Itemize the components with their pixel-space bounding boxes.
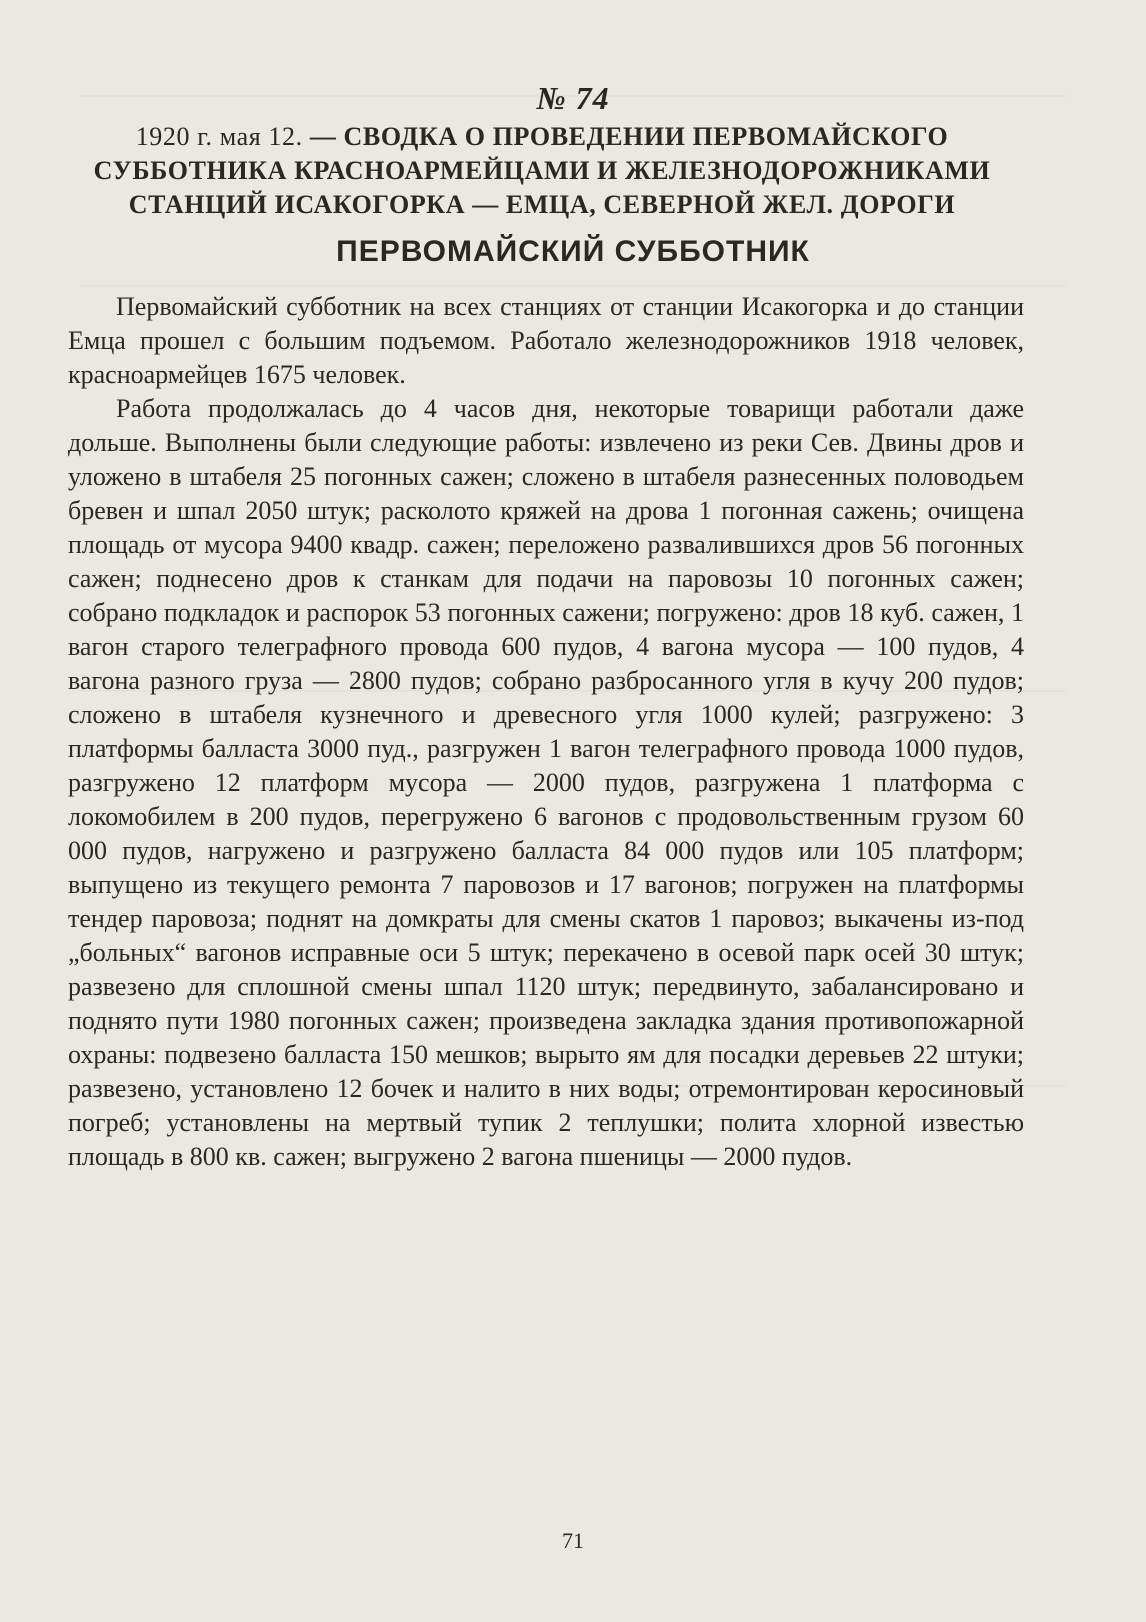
document-date: 1920 г. мая 12. <box>135 122 303 151</box>
document-title: СВОДКА О ПРОВЕДЕНИИ ПЕРВОМАЙСКОГО СУББОТНИКА КРАСНОАРМЕЙЦАМИ И ЖЕЛЕЗНОДОРОЖНИКАМИ СТАНЦИЙ ИСАКОГОРКА — ЕМЦА, СЕВЕРНОЙ ЖЕЛ. ДОРОГИ <box>93 122 991 219</box>
document-number: № 74 <box>536 80 610 116</box>
bleed-through-line <box>80 285 1066 287</box>
heading-dash: — <box>309 122 337 151</box>
paragraph-1: Первомайский субботник на всех станциях от станции Исакогорка и до станции Емца прошел с большим подъемом. Работало железнодорожников 1918 человек, красноармейцев 1675 человек. <box>68 292 1024 389</box>
paragraph-2: Работа продолжалась до 4 часов дня, некоторые товарищи работали даже дольше. Выполнены были следующие работы: извлечено из реки Сев. Двины дров и уложено в штабеля 25 погонных сажен; сложено в штабеля разнесенных половодьем бревен и шпал 2050 штук; расколото кряжей на дрова 1 погонная сажень; очищена площадь от мусора 9400 квадр. сажен; переложено развалившихся дров 56 погонных сажен; поднесено дров к станкам для подачи на паровозы 10 погонных сажен; собрано подкладок и распорок 53 погонных сажени; погружено: дров 18 куб. сажен, 1 вагон старого телеграфного провода 600 пудов, 4 вагона мусора — 100 пудов, 4 вагона разного груза — 2800 пудов; собрано разбросанного угля в кучу 200 пудов; сложено в штабеля кузнечного и древесного угля 1000 кулей; разгружено: 3 платформы балласта 3000 пуд., разгружен 1 вагон телеграфного провода 1000 пудов, разгружено 12 платформ мусора — 2000 пудов, разгружена 1 платформа с локомобилем в 200 пудов, перегружено 6 вагонов с продовольственным грузом 60 000 пудов, нагружено и разгружено балласта 84 000 пудов или 105 платформ; выпущено из текущего ремонта 7 паровозов и 17 вагонов; погружен на платформы тендер паровоза; поднят на домкраты для смены скатов 1 паровоз; выкачены из-под „больных“ вагонов исправные оси 5 штук; перекачено в осевой парк осей 30 штук; развезено для сплошной смены шпал 1120 штук; передвинуто, забалансировано и поднято пути 1980 погонных сажен; произведена закладка здания противопожарной охраны: подвезено балласта 150 мешков; вырыто ям для посадки деревьев 22 штуки; развезено, установлено 12 бочек и налито в них воды; отремонтирован керосиновый погреб; установлены на мертвый тупик 2 теплушки; полита хлорной известью площадь в 800 кв. сажен; выгружено 2 вагона пшеницы — 2000 пудов. <box>68 394 1024 1171</box>
page-number: 71 <box>562 1528 584 1553</box>
document-subtitle: ПЕРВОМАЙСКИЙ СУББОТНИК <box>336 235 810 268</box>
document-body <box>68 290 1024 1174</box>
document-heading <box>62 120 1022 222</box>
